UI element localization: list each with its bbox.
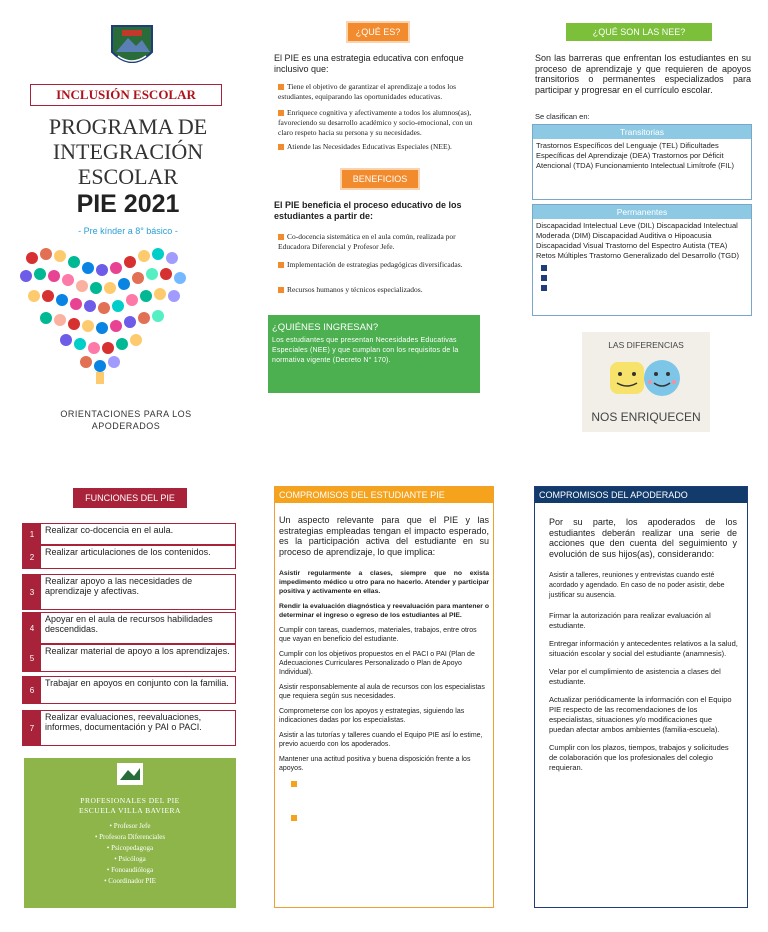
estudiante-title: COMPROMISOS DEL ESTUDIANTE PIE <box>275 487 493 503</box>
apoderado-item: Firmar la autorización para realizar evaluación al estudiante. <box>549 611 711 630</box>
panel-compromisos-apoderado <box>534 486 748 908</box>
bullet-square-icon <box>278 262 284 268</box>
apoderado-item: Cumplir con los plazos, tiempos, trabajos y solicitudes de colaboración que los profesionales del colegio requieran. <box>549 743 729 772</box>
apoderado-title: COMPROMISOS DEL APODERADO <box>535 487 747 503</box>
permanentes-text: Discapacidad Intelectual Leve (DIL) Discapacidad Intelectual Moderada (DIM) Discapacidad Auditiva o Hipoacusia Discapacidad Visual Trastorno del Espectro Autista (TEA) Retos Múltiples Trastorno Generalizado del Desarrollo (TGD) <box>536 221 739 260</box>
clasifican-label: Se clasifican en: <box>535 112 590 121</box>
profesionales-title1: PROFESIONALES DEL PIE <box>80 796 180 805</box>
grade-range: - Pre kínder a 8° básico - <box>78 226 178 236</box>
profesional-item: • Coordinador PIE <box>104 877 156 885</box>
quienes-ingresan-box <box>268 315 480 393</box>
transitorias-box <box>532 124 752 200</box>
profesional-item: • Psicopedagoga <box>106 844 154 852</box>
smiley-faces-icon <box>606 356 686 400</box>
estudiante-item: Comprometerse con los apoyos y estrategias, siguiendo las indicaciones dadas por los especialistas. <box>279 708 465 724</box>
quienes-text: Los estudiantes que presentan Necesidades Educativas Especiales (NEE) y que cumplan con los requisitos de la normativa vigente (Decreto N° 170). <box>272 337 459 364</box>
funciones-tab: FUNCIONES DEL PIE <box>73 488 187 508</box>
apoderado-item: Velar por el cumplimiento de asistencia a clases del estudiante. <box>549 667 721 686</box>
panel-nee <box>532 0 754 466</box>
bullet-square-icon <box>278 234 284 240</box>
apoderado-item: Entregar información y antecedentes relativos a la salud, situación escolar y social del estudiante (anamnesis). <box>549 639 738 658</box>
profesional-item: • Profesora Diferenciales <box>94 833 166 841</box>
estudiante-item: Mantener una actitud positiva y buena disposición frente a los apoyos. <box>279 756 471 772</box>
bullet-square-icon <box>278 110 284 116</box>
transitorias-title: Transitorias <box>533 125 751 139</box>
estudiante-item: Rendir la evaluación diagnóstica y reevaluación para mantener o determinar el ingreso o egreso de los estudiantes al PIE. <box>279 603 489 619</box>
bullet-square-icon <box>541 265 547 271</box>
bullet-square-icon <box>291 815 297 821</box>
permanentes-title: Permanentes <box>533 205 751 219</box>
beneficio-item-2: Implementación de estrategias pedagógicas diversificadas. <box>278 260 486 270</box>
cover-footer-line2: APODERADOS <box>91 421 161 431</box>
heart-people-illustration <box>16 244 190 386</box>
profesionales-box <box>24 758 236 908</box>
panel-what-is <box>268 0 486 466</box>
estudiante-item: Asistir a las tutorías y talleres cuando el Equipo PIE así lo estime, previo acuerdo con los apoderados. <box>279 732 483 748</box>
bullet-square-icon <box>541 275 547 281</box>
que-es-tab: ¿QUÉ ES? <box>348 23 408 41</box>
funcion-row-5: 5 Realizar material de apoyo a los aprendizajes. <box>22 644 236 672</box>
nee-tab: ¿QUÉ SON LAS NEE? <box>566 23 712 41</box>
nee-text: Son las barreras que enfrentan los estudiantes en su proceso de aprendizaje y que requieren de apoyos transitorios o permanentes especializados para participar y progresar en el currículo escolar. <box>535 53 751 95</box>
profesional-item: • Profesor Jefe <box>109 822 151 830</box>
beneficios-tab: BENEFICIOS <box>342 170 418 188</box>
que-es-item-3: Atiende las Necesidades Educativas Especiales (NEE). <box>278 142 486 152</box>
profesionales-title2: ESCUELA VILLA BAVIERA <box>79 806 181 815</box>
panel-cover <box>0 0 256 466</box>
apoderado-item: Actualizar periódicamente la información con el Equipo PIE respecto de las recomendaciones de los especialistas, situaciones y/o modificaciones que puedan afectar ambos ambientes (familia-escuela). <box>549 695 732 734</box>
bullet-square-icon <box>541 285 547 291</box>
funcion-row-7: 7 Realizar evaluaciones, reevaluaciones, informes, documentación y PAI o PACI. <box>22 710 236 746</box>
apoderado-item: Asistir a talleres, reuniones y entrevistas cuando esté acordado y agendado. En caso de no poder asistir, debe justificar su ausencia. <box>549 572 725 599</box>
apoderado-intro: Por su parte, los apoderados de los estudiantes deberán realizar una serie de acciones que den cuenta del seguimiento y evolución de sus hijos(as), considerando: <box>549 517 737 559</box>
que-es-item-1: Tiene el objetivo de garantizar el aprendizaje a todos los estudiantes, equiparando las oportunidades educativas. <box>278 82 457 101</box>
que-es-intro: El PIE es una estrategia educativa con enfoque inclusivo que: <box>274 53 464 74</box>
bullet-square-icon <box>278 84 284 90</box>
funcion-row-2: 2 Realizar articulaciones de los contenidos. <box>22 545 236 569</box>
differences-line2: NOS ENRIQUECEN <box>591 410 701 424</box>
program-title-line2: INTEGRACIÓN <box>52 139 204 164</box>
beneficio-item-3: Recursos humanos y técnicos especializados. <box>278 285 486 295</box>
school-logo-small <box>116 762 144 786</box>
program-year: PIE 2021 <box>76 190 180 218</box>
estudiante-intro: Un aspecto relevante para que el PIE y las estrategias empleadas tengan el impacto esperado, es la participación activa del estudiante en su proceso de aprendizaje, lo que implica: <box>279 515 489 557</box>
profesional-item: • Fonoaudióloga <box>106 866 154 874</box>
program-title-line3: ESCOLAR <box>77 164 179 189</box>
beneficio-item-1: Co-docencia sistemática en el aula común, realizada por Educadora Diferencial y Profesor Jefe. <box>278 232 456 251</box>
cover-footer-line1: ORIENTACIONES PARA LOS <box>60 409 192 419</box>
funcion-row-6: 6 Trabajar en apoyos en conjunto con la familia. <box>22 676 236 704</box>
estudiante-item: Cumplir con los objetivos propuestos en el PACI o PAI (Plan de Adecuaciones Curriculares Personalizado o Plan de Apoyo Individual). <box>279 651 475 676</box>
estudiante-item: Cumplir con tareas, cuadernos, materiales, trabajos, entre otros que vayan en beneficio del estudiante. <box>279 627 477 643</box>
beneficios-intro: El PIE beneficia el proceso educativo de los estudiantes a partir de: <box>274 200 462 221</box>
funcion-row-1: 1 Realizar co-docencia en el aula. <box>22 523 236 545</box>
inclusion-label: INCLUSIÓN ESCOLAR <box>30 84 222 106</box>
quienes-title: ¿QUIÉNES INGRESAN? <box>272 322 379 333</box>
panel-funciones <box>0 470 256 932</box>
que-es-item-2: Enriquece cognitiva y afectivamente a todos los alumnos(as), favoreciendo su desarrollo académico y socio-emocional, con un claro respeto hacia su persona y su necesidades. <box>278 108 473 137</box>
bullet-square-icon <box>278 144 284 150</box>
funcion-row-3: 3 Realizar apoyo a las necesidades de aprendizaje y afectivas. <box>22 574 236 610</box>
differences-image <box>582 332 710 432</box>
permanentes-box <box>532 204 752 316</box>
panel-compromisos-estudiante <box>274 486 494 908</box>
funcion-row-4: 4 Apoyar en el aula de recursos habilidades descendidas. <box>22 612 236 644</box>
transitorias-text: Trastornos Específicos del Lenguaje (TEL) Dificultades Específicas del Aprendizaje (DEA) Trastornos por Déficit Atencional (TDA) Funcionamiento Intelectual Limítrofe (FIL) <box>536 141 734 170</box>
estudiante-item: Asistir regularmente a clases, siempre que no exista impedimento médico u otro para no hacerlo. Atender y participar positiva y activamente en ellas. <box>279 570 489 595</box>
differences-line1: LAS DIFERENCIAS <box>608 340 684 350</box>
bullet-square-icon <box>291 781 297 787</box>
program-title-line1: PROGRAMA DE <box>48 114 208 139</box>
school-logo <box>108 22 156 72</box>
estudiante-item: Asistir responsablemente al aula de recursos con los especialistas que requiera según sus necesidades. <box>279 684 485 700</box>
bullet-square-icon <box>278 287 284 293</box>
profesional-item: • Psicóloga <box>114 855 146 863</box>
